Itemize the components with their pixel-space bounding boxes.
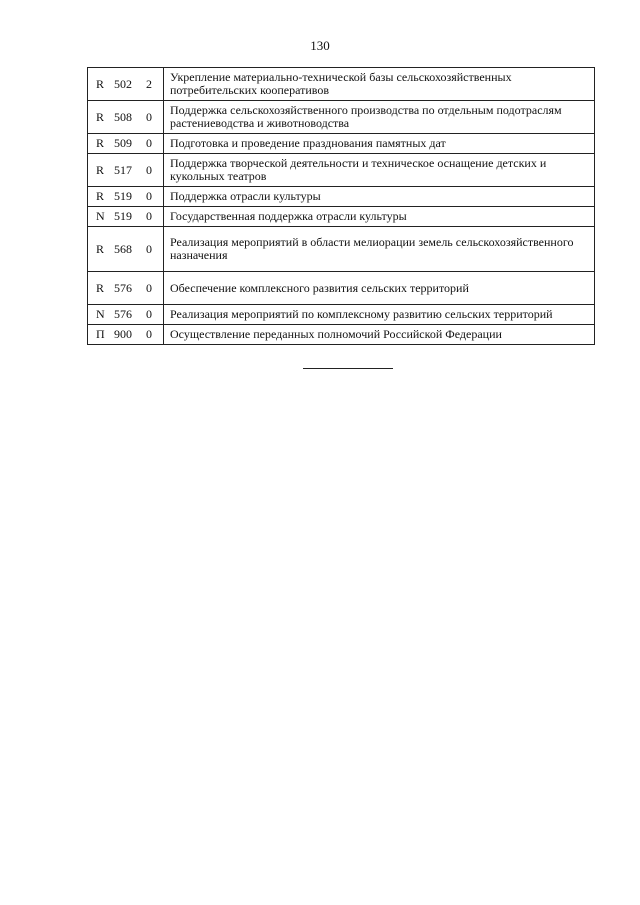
- description-cell: Поддержка отрасли культуры: [164, 187, 595, 207]
- table-row: [88, 101, 595, 134]
- code-prefix: R: [96, 109, 105, 124]
- code-suffix: 0: [146, 209, 152, 223]
- table-row: [88, 207, 595, 227]
- description-cell: Государственная поддержка отрасли культуры: [164, 207, 595, 227]
- codes-table: [87, 67, 595, 345]
- code-cell: [88, 68, 164, 101]
- code-cell: [88, 134, 164, 154]
- code-prefix: R: [96, 136, 105, 150]
- description-cell: Реализация мероприятий по комплексному развитию сельских территорий: [164, 305, 595, 325]
- code-suffix: 0: [146, 327, 152, 341]
- code-prefix: R: [96, 189, 105, 203]
- code-prefix: П: [96, 327, 105, 341]
- code-suffix: 0: [146, 307, 152, 321]
- table-row: [88, 134, 595, 154]
- description-cell: Подготовка и проведение празднования памятных дат: [164, 134, 595, 154]
- table-row: [88, 325, 595, 345]
- table-row: [88, 227, 595, 272]
- description-cell: Поддержка сельскохозяйственного производства по отдельным подотраслям растениеводства и животноводства: [164, 101, 595, 134]
- description-cell: Реализация мероприятий в области мелиорации земель сельскохозяйственного назначения: [164, 227, 595, 272]
- code-suffix: 0: [146, 189, 152, 203]
- code-number: 568: [114, 241, 132, 256]
- code-number: 519: [114, 189, 132, 203]
- code-suffix: 0: [146, 241, 152, 256]
- code-cell: [88, 154, 164, 187]
- code-cell: [88, 101, 164, 134]
- description-cell: Укрепление материально-технической базы сельскохозяйственных потребительских кооперативов: [164, 68, 595, 101]
- code-number: 517: [114, 162, 132, 177]
- code-suffix: 2: [146, 76, 152, 91]
- code-cell: [88, 325, 164, 345]
- table-row: [88, 187, 595, 207]
- code-cell: [88, 227, 164, 272]
- code-number: 509: [114, 136, 132, 150]
- table-row: [88, 305, 595, 325]
- code-suffix: 0: [146, 136, 152, 150]
- page-number: 130: [310, 38, 330, 53]
- code-prefix: R: [96, 162, 105, 177]
- code-cell: [88, 207, 164, 227]
- code-suffix: 0: [146, 162, 152, 177]
- table-row: [88, 154, 595, 187]
- code-prefix: R: [96, 241, 105, 256]
- code-number: 900: [114, 327, 132, 341]
- code-prefix: R: [96, 76, 105, 91]
- end-of-document-divider: [303, 368, 393, 369]
- code-prefix: R: [96, 280, 105, 295]
- table-row: [88, 68, 595, 101]
- code-suffix: 0: [146, 109, 152, 124]
- code-number: 508: [114, 109, 132, 124]
- code-cell: [88, 187, 164, 207]
- code-prefix: N: [96, 307, 105, 321]
- description-cell: Обеспечение комплексного развития сельских территорий: [164, 272, 595, 305]
- description-cell: Поддержка творческой деятельности и техническое оснащение детских и кукольных театров: [164, 154, 595, 187]
- code-number: 576: [114, 307, 132, 321]
- description-cell: Осуществление переданных полномочий Российской Федерации: [164, 325, 595, 345]
- code-prefix: N: [96, 209, 105, 223]
- code-cell: [88, 272, 164, 305]
- code-number: 576: [114, 280, 132, 295]
- code-number: 519: [114, 209, 132, 223]
- table-row: [88, 272, 595, 305]
- code-number: 502: [114, 76, 132, 91]
- code-cell: [88, 305, 164, 325]
- code-suffix: 0: [146, 280, 152, 295]
